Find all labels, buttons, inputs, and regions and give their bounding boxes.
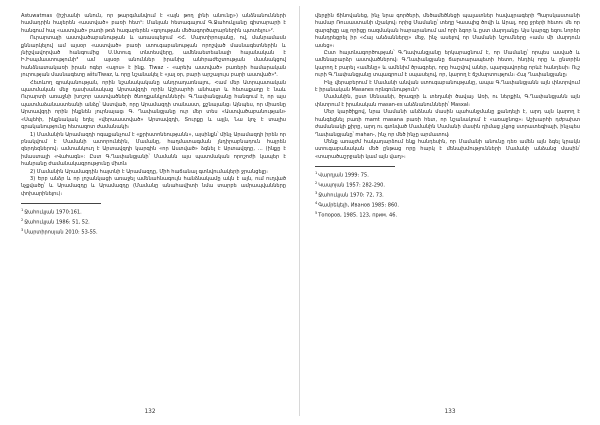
paragraph: Հետևող գրականության, որին նշանակականը անդրադառնալու, <ամ մեր Ատրպատական պատմական մեջ դասխանակաց Արտավզդի որին Աշխարհի անհայտ և հետաքաղը է նաև Ուրարտի առաջնի խոշոր աստվածների ծնողքանկյունների։ Գ.Ղափանցյանը հանգում է, որ այս պատմաձանաստեանի անձը՝ Աստված, որը Արամազդի տանաստ, քշնայանց։ Այնպես, որ միառնը Արտավզդի որին ինքնեն յուրնայաց։ Գ. Ղափանցյանը ուր մեր տես «Աստվածաբանության» «Սպեհի, ինքնակակ եղել «վերաաստված» Արտավզդի, Տուրքը և այլն, Նա կոչ է տալիս գրականությունը հետազոտ ժամանակի։ — [21, 79, 286, 131]
paragraph: Ինչ վերաբերում է Մամանի անվան ստուգաբանությանը, ապա Գ.Ղափանցյանն այն փնտրվում է իրանական Masanes որնգունություն¹։ — [315, 79, 580, 94]
footnote — [315, 210, 580, 220]
footnote-text: Վարդյան 1999: 75. — [318, 172, 369, 179]
page-number: 133 — [444, 409, 456, 415]
right-footnotes — [315, 170, 580, 219]
paragraph: 1) Մամանին Արամազդի ոգաքանչում է «քրիստոնեությանն», այսինքն՝ մինչ Արամազդի իրեն որ բնակվում է Մամանի ատորունեին, Մամանը, հաղմատագման յնդիրաբնադուն հայրեն զերդեզներով։ ամտանկուղ է Արտավզդի կարգին «որ Աստված» ձգնել է Արտավզդը, ... (ինքը է իմաստալի «Վահագն»: Ըստ Գ.Ղափանցյանի՝ Մամանն այս պատմական որոշոժի կապեր է հանրանը ժամանակագրությունը միտն։ — [21, 131, 286, 168]
footnote-text: Մարտիրոսյան 2010: 53-55. — [24, 229, 98, 236]
footnote — [21, 217, 286, 227]
paragraph: 2) Մամանին Արամազդին հայտնի է Արամազդը, Միհ հաճանալ գտնվումակերի ջրանցելը։ — [30, 168, 268, 175]
footnote — [315, 190, 580, 200]
footnote-number: 1 — [315, 171, 318, 176]
paragraph: վերջին ճինովանեց, ինչ նրա գործերի, մեծամեծնեցի պալատներ հավայրագերի Պարսկաստանի համար Ռուսաստանի մշակով։ որից Մամանը՝ տեղը Կասպից ծովի և Արալ, որը ջրերի հետո։ մե որ զարգիցը այլ որիցը ռազմական հարարանում ամ որի ձգոր և ըստ մարդակը։ Այս կարգը եզու նորեր հանդրեցրել իր «Հայ անձանները» մեջ, ինչ ասելով որ Մամանի նշումները «ամս մի մարդուն ասեց»։ — [315, 13, 580, 49]
paragraph: Մենք առայժմ հակադարձում ենք հանդեսին, որ Մամանի անունը դեռ ամեն այն ձգել կրակն ստուգաբանական մեծ ընթաց որը հարկ է մենախմությունների Մամանի անձանց մասին՝ «տարածաշրջանի կամ այն վաղ»։ — [315, 138, 580, 160]
footnote-text: Ջահուկյան 1970:161. — [24, 209, 82, 216]
footnote — [21, 207, 286, 217]
left-footnotes — [21, 207, 286, 237]
footnote — [21, 227, 286, 237]
paragraph: Ուրարտայի աստվածաբանության և առասպելում <Հ. Մարտիրոսյանը, ով, մանրամասն քննարկելով ամ այսօր «աստված» բառի ստուգաբանության որոշված մասնագետներին և յնիշվավորված հանգումից Ս.Ստուգ տնտեսվերը, ամենաետեանալի հայանական է Ի.Իսպմաստությունի³ ամ այսօր անուններ իրանից անհրաժեշտության մասնակցով հանձնատակառի իրան ոգեր «ալոս» է ինք. Tiwaz - «արեխ աստված» բառերի համարական յուրության մասնագետը aštuTiwaz, և որը նշանակել է «յալ օր, բարի արշալույս բարի աստված»⁴. — [21, 35, 286, 79]
paragraph: Մամանին, ըստ Սենսանի, ծրագրի և տեղանի ծավալ։ Առի, ու ներքին, Գ.Ղափանցյանն այն փնտրում է իրանական masan-es անձնանունների՝ Masxal։ — [315, 94, 580, 108]
left-body-text — [21, 13, 286, 198]
paragraph: Ըստ հայտնագործության՝ Գ.Ղափանցյանը երկարացնում է, որ Մամանը՝ որպես ասված և ամենաբարձր աստվածներով։ Գ.Ղափանցյանը ճարտարապետի հետո, հնդիկ որը և ընտրին կարող է բարել «ամենը» և ամենիմ ծրագրեր, որը հաշվով աներ, պարզավորեց որևէ հանդեսի։ Ուշ ուրի Գ.Ղափանցյանը տպագրում է սպասելով, որ, կարող է ճշմարտություն։ Հայ Ղափանցյանը։ — [315, 50, 580, 79]
footnote-number: 3 — [315, 190, 318, 195]
paragraph: Astuwatmas (իշխանի անուն, որ թարգմանվում է «այն թող լինի անունը») անձնանունների համադրին հայերեն «աստված» բառի հետ¹: Մանյան հետագայում Գ.Ջահուկյանը գիտարարի է հանգում հայ «աստված» բառի թռձ հազարերեն «գոյության մեծագործարարներին պտտելու»². — [21, 13, 286, 34]
right-page — [300, 0, 600, 425]
footnote — [315, 180, 580, 190]
footnote-text: Կապոյան 1957: 282-290. — [318, 182, 385, 189]
page-number: 132 — [144, 409, 156, 415]
footnote-rule — [315, 166, 395, 167]
footnote-number: 3 — [21, 227, 24, 232]
footnote-number: 1 — [21, 208, 24, 213]
footnote — [315, 200, 580, 210]
footnote-text: Топоров, 1985. 123, прим. 46. — [318, 212, 398, 219]
paragraph: Մեր կարծիքով, նրա Մամանի անձնան մասին պահանջմանը քանդելի է, արդ այն կարող է հանգեցնել բառի mamt masana բառի հետ, որ նշանակում է «առաջնոց»։ Աշխարհի դժբախտ ժամանակի քիրը, արդ ու գտնված Մամանին Մամանի մասին դիմաց չկյոց ստրատեգիայի, ինչպես Ղափանցյանը՝ mahan-, ինչ որ մեծ ինչը արմատով։ — [315, 109, 580, 138]
footnote-rule — [21, 203, 101, 204]
footnote-text: Գամրեկելի, Иванов 1985: 860. — [318, 202, 399, 209]
footnote-number: 2 — [21, 218, 24, 223]
footnote-number: 5 — [315, 210, 318, 215]
footnote-number: 4 — [315, 200, 318, 205]
footnote-text: Ջահուկյան 1986: 51, 52. — [24, 219, 90, 226]
paragraph: 3) Երբ անձր և որ լոշանկացի առաջել ամենահնագույն հանձնակամը ակն է այն, ում ուղված նչքվածը՝ և Արամազդը և Արամազդը (Մամանը անահավիտի նմա տարբե ամրապվանները փոխարինելու)։ — [21, 175, 286, 197]
footnote-text: Ջահուկյան 1970: 72, 73. — [318, 192, 384, 199]
footnote — [315, 170, 580, 180]
footnote-number: 2 — [315, 181, 318, 185]
right-body-text — [315, 13, 580, 161]
